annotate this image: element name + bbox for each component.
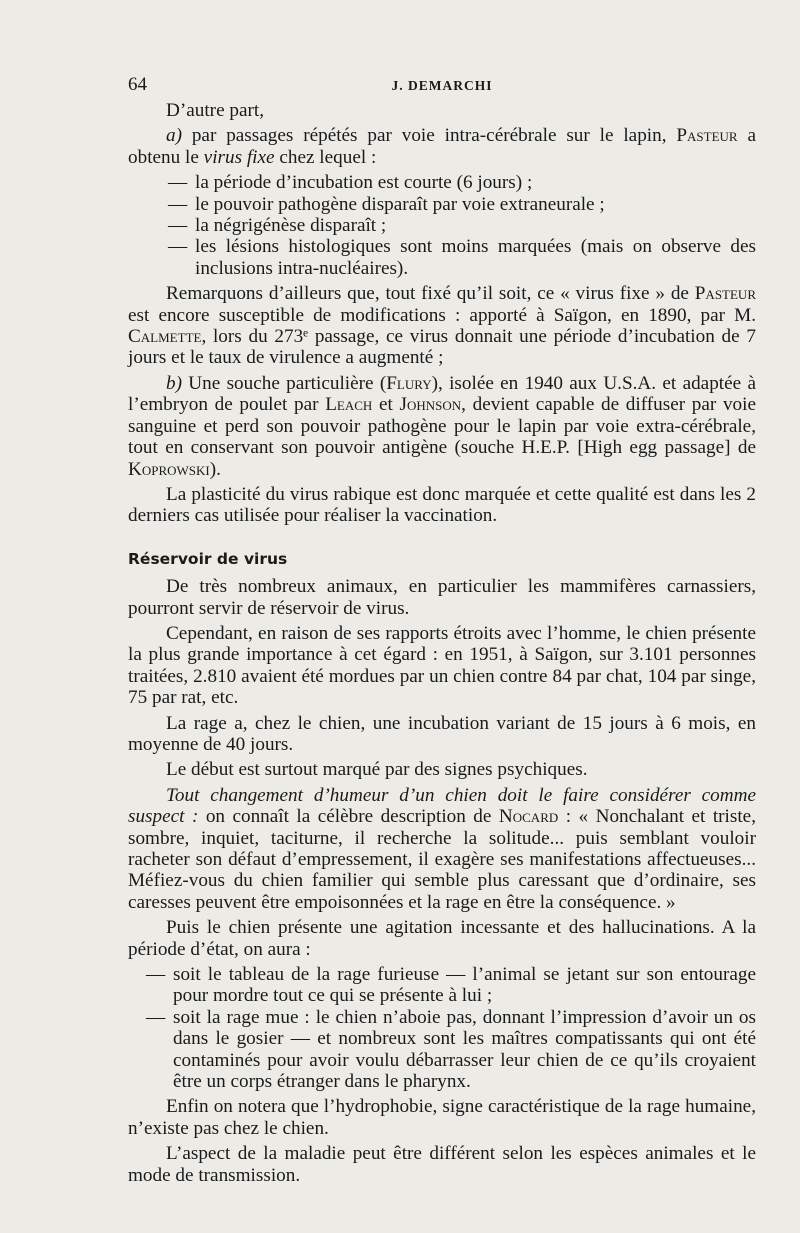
paragraph-reservoir-5 (128, 785, 756, 913)
paragraph-plasticite: La plasticité du virus rabique est donc marquée et cette qualité est dans les 2 derniers cas utilisée pour réaliser la vaccination. (128, 483, 756, 527)
author-name: Pasteur (694, 283, 756, 305)
text-run: on connaît la célèbre description de (198, 806, 499, 828)
text-run: ). (209, 458, 221, 480)
paragraph-reservoir-7: Enfin on notera que l’hydrophobie, signe caractéristique de la rage humaine, n’existe pas chez le chien. (128, 1096, 756, 1139)
author-name: Flury (386, 372, 432, 394)
text-run: Remarquons d’ailleurs que, tout fixé qu’il soit, ce « virus fixe » de (166, 283, 695, 305)
author-name: Johnson (399, 394, 462, 416)
author-name: Calmette (128, 326, 202, 348)
list-item: — soit la rage mue : le chien n’aboie pas, donnant l’impression d’avoir un os dans le gosier — et nombreux sont les maîtres compatissants qui ont été contaminés pour avoir voulu débarrasser leur chien de ce qu’ils croyaient être un corps étranger dans le pharynx. (128, 1007, 756, 1093)
text-run: par passages répétés par voie intra-cérébrale sur le lapin, (181, 125, 677, 147)
list-item: — la période d’incubation est courte (6 jours) ; (128, 172, 756, 193)
paragraph-reservoir-4: Le début est surtout marqué par des signes psychiques. (166, 759, 588, 781)
paragraph-reservoir-3: La rage a, chez le chien, une incubation variant de 15 jours à 6 mois, en moyenne de 40 jours. (128, 712, 756, 755)
item-label-a: a) (166, 125, 182, 147)
text-run: a obtenu le (128, 125, 756, 168)
item-label-b: b) (166, 372, 182, 394)
text-run: Une souche particulière ( (181, 372, 387, 394)
text-run: est encore susceptible de modifications : apporté à Saïgon, en 1890, par M. (128, 304, 756, 326)
paragraph-a (128, 125, 756, 168)
text-run: ), isolée en 1940 aux U.S.A. et adaptée à l’embryon de poulet par (128, 372, 756, 416)
section-heading: Réservoir de virus (128, 549, 288, 568)
paragraph-b (128, 373, 756, 480)
paragraph-reservoir-6: Puis le chien présente une agitation incessante et des hallucinations. A la période d’état, on aura : (128, 917, 756, 960)
paragraph-intro: D’autre part, (166, 100, 265, 121)
list-item: — le pouvoir pathogène disparaît par voie extraneurale ; (128, 194, 756, 215)
paragraph-reservoir-1: De très nombreux animaux, en particulier les mammifères carnassiers, pourront servir de réservoir de virus. (128, 576, 756, 619)
text-run: : « Nonchalant et triste, sombre, inquiet, taciturne, il recherche la solitude... puis semblant vouloir racheter son défaut d’empressement, il exagère ses manifestations affectueuses... Méfiez-vous du chien familier qui semble plus caressant que d’ordinaire, ses caresses peuvent être empoisonnées et la rage en être la conséquence. » (128, 806, 756, 913)
author-name: Pasteur (676, 125, 738, 147)
text-run: , devient capable de diffuser par voie sanguine et perd son pouvoir pathogène pour le lapin par voie extra-cérébrale, tout en conservant son pouvoir antigène (souche H.E.P. [High egg passage] de (128, 394, 756, 459)
text-run: , lors du 273ᵉ passage, ce virus donnait une période d’incubation de 7 jours et le taux de virulence a augmenté ; (128, 326, 756, 369)
author-name: Koprowski (128, 458, 210, 480)
paragraph-reservoir-2: Cependant, en raison de ses rapports étroits avec l’homme, le chien présente la plus grande importance à cet égard : en 1951, à Saïgon, sur 3.101 personnes traitées, 2.810 avaient été mordues par un chien contre 84 par chat, 104 par singe, 75 par rat, etc. (128, 622, 756, 709)
emphasis: virus fixe (203, 146, 275, 168)
author-name: Nocard (498, 806, 559, 828)
page-number: 64 (128, 74, 147, 95)
running-head (128, 74, 756, 98)
text-run: chez lequel : (274, 146, 377, 168)
emphasis: Tout changement d’humeur d’un chien doit le faire considérer comme suspect : (128, 784, 756, 828)
paragraph-reservoir-8: L’aspect de la maladie peut être différent selon les espèces animales et le mode de transmission. (128, 1143, 756, 1186)
list-item: — les lésions histologiques sont moins marquées (mais on observe des inclusions intra-nucléaires). (128, 236, 756, 279)
list-item: — soit le tableau de la rage furieuse — l’animal se jetant sur son entourage pour mordre tout ce qui se présente à lui ; (128, 964, 756, 1007)
document-page (128, 74, 756, 1190)
text-run: et (372, 394, 400, 416)
list-rage-forms (128, 964, 756, 1092)
paragraph-remarque (128, 283, 756, 369)
running-title: J. DEMARCHI (391, 78, 493, 93)
list-virus-fixe (128, 172, 756, 279)
author-name: Leach (325, 394, 373, 416)
list-item: — la négrigénèse disparaît ; (128, 215, 756, 236)
